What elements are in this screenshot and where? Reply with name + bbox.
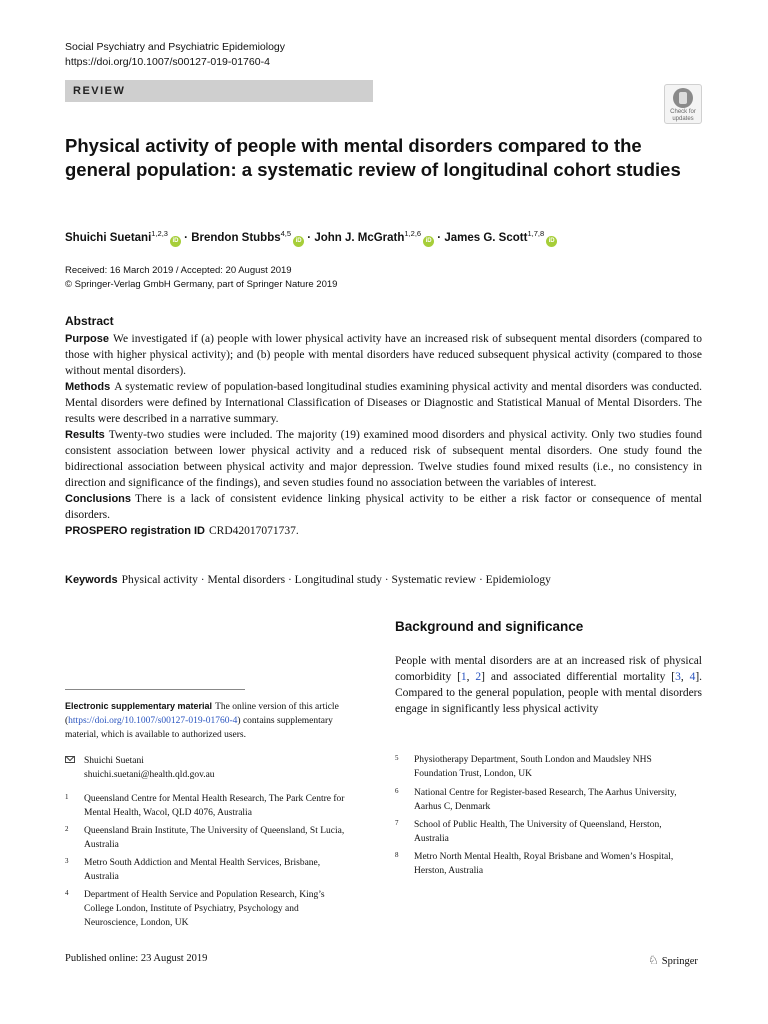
author-name: Brendon Stubbs: [191, 231, 281, 244]
check-for-updates-badge[interactable]: [664, 84, 702, 124]
author-affiliation: 1,2,3: [151, 229, 168, 238]
abstract-text: CRD42017071737.: [208, 525, 299, 537]
orcid-icon[interactable]: iD: [546, 236, 557, 247]
affiliation-5: [395, 753, 695, 783]
abstract-text: A systematic review of population-based longitudinal studies examining physical activity and mental disorders was conducted. Mental disorders were defined by International Classification of Diseases or Diagnostic and Statistical Manual of Mental Disorders. The results were described in a narrative summary.: [65, 381, 702, 425]
abstract-heading: Abstract: [65, 314, 114, 328]
crossmark-icon: [673, 88, 693, 108]
footnote-divider: [65, 689, 245, 690]
author-list: [65, 226, 705, 247]
abstract-text: Twenty-two studies were included. The majority (19) examined mood disorders and physical activity. Only two studies found consistent association between lower physical activity and a reduced risk of subsequent mental disorders. One study found the bidirectional association between physical activity and major depression. Twelve studies found mixed results (i.e., no consistency in direction and significance of the findings), and seven studies found no association between the variables of interest.: [65, 429, 702, 489]
received-accepted: Received: 16 March 2019 / Accepted: 20 August 2019: [65, 265, 292, 276]
author-name: Shuichi Suetani: [65, 231, 152, 244]
affiliation-text: School of Public Health, The University of Queensland, Herston, Australia: [414, 820, 662, 844]
keywords-label: Keywords: [65, 574, 118, 586]
published-date: Published online: 23 August 2019: [65, 953, 208, 964]
abstract-methods: [65, 379, 702, 427]
supplementary-material-note: [65, 699, 355, 742]
esm-link[interactable]: https://doi.org/10.1007/s00127-019-01760-4: [68, 716, 238, 726]
correspondence-details: [84, 754, 215, 782]
background-text: ,: [680, 671, 690, 683]
affiliation-number: 6: [395, 787, 399, 795]
abstract-body: [65, 331, 702, 539]
article-title: Physical activity of people with mental disorders compared to the general population: a systematic review of longitudinal cohort studies: [65, 135, 681, 180]
author-2[interactable]: [191, 229, 304, 244]
citation-link[interactable]: 4: [689, 671, 696, 683]
affiliation-number: 3: [65, 857, 69, 865]
author-affiliation: 1,7,8: [527, 229, 545, 238]
keywords: [65, 572, 702, 588]
correspondence-email[interactable]: shuichi.suetani@health.qld.gov.au: [84, 770, 215, 780]
affiliation-2: [65, 824, 355, 854]
affiliation-number: 8: [395, 851, 399, 859]
doi-link[interactable]: https://doi.org/10.1007/s00127-019-01760-4: [65, 56, 270, 68]
abstract-label: Purpose: [65, 333, 110, 345]
affiliation-7: [395, 818, 695, 848]
orcid-icon[interactable]: iD: [423, 236, 434, 247]
author-affiliation: 1,2,6: [404, 229, 422, 238]
abstract-text: There is a lack of consistent evidence linking physical activity to be either a risk factor or consequence of mental disorders.: [65, 493, 702, 521]
abstract-prospero: [65, 523, 702, 539]
affiliation-number: 5: [395, 754, 399, 762]
publisher-logo: [648, 953, 698, 968]
affiliation-number: 2: [65, 825, 69, 833]
keywords-list: Physical activity · Mental disorders · Longitudinal study · Systematic review · Epidemiology: [121, 574, 551, 586]
publication-dates: [65, 264, 337, 292]
affiliation-text: Department of Health Service and Population Research, King’s College London, Institute of Psychiatry, Psychology and Neuroscience, London, UK: [84, 890, 325, 928]
background-heading: Background and significance: [395, 619, 584, 634]
correspondence: [65, 754, 355, 784]
citation-link[interactable]: 1: [460, 671, 467, 683]
author-name: James G. Scott: [444, 231, 528, 244]
affiliation-text: National Centre for Register-based Research, The Aarhus University, Aarhus C, Denmark: [414, 788, 677, 812]
esm-text: ) contains supplementary material, which is available to authorized users.: [65, 716, 333, 740]
affiliation-4: [65, 888, 355, 932]
affiliation-number: 7: [395, 819, 399, 827]
affiliation-8: [395, 850, 695, 880]
journal-name: Social Psychiatry and Psychiatric Epidemiology: [65, 41, 286, 53]
correspondence-name: Shuichi Suetani: [84, 756, 144, 766]
affiliation-number: 4: [65, 889, 69, 897]
author-3[interactable]: [314, 229, 434, 244]
affiliation-text: Queensland Centre for Mental Health Research, The Park Centre for Mental Health, Wacol, QLD 4076, Australia: [84, 794, 345, 818]
author-1[interactable]: [65, 229, 181, 244]
author-separator: ·: [434, 231, 445, 244]
envelope-icon: [65, 756, 75, 763]
author-separator: ·: [180, 231, 192, 244]
publisher-name: Springer: [661, 956, 698, 967]
section-label: REVIEW: [65, 80, 373, 102]
copyright: © Springer-Verlag GmbH Germany, part of Springer Nature 2019: [65, 279, 338, 290]
esm-label: Electronic supplementary material: [65, 701, 213, 711]
abstract-purpose: [65, 331, 702, 379]
orcid-icon[interactable]: iD: [170, 236, 181, 247]
author-separator: ·: [304, 231, 315, 244]
citation-link[interactable]: 2: [475, 671, 482, 683]
esm-text: The online version of this article (: [65, 702, 339, 726]
abstract-label: Methods: [65, 381, 111, 393]
abstract-label: PROSPERO registration ID: [65, 525, 205, 537]
abstract-results: [65, 427, 702, 491]
check-updates-line1: Check for: [670, 109, 696, 115]
orcid-icon[interactable]: iD: [293, 236, 304, 247]
background-text: ]. Compared to the general population, people with mental disorders engage in significantly less physical activity: [395, 671, 703, 715]
affiliation-text: Physiotherapy Department, South London and Maudsley NHS Foundation Trust, London, UK: [414, 755, 652, 779]
author-name: John J. McGrath: [314, 231, 405, 244]
journal-header: [65, 40, 285, 70]
affiliation-number: 1: [65, 793, 69, 801]
author-affiliation: 4,5: [280, 229, 292, 238]
affiliation-6: [395, 786, 695, 816]
background-paragraph: [395, 653, 702, 717]
author-4[interactable]: [444, 229, 557, 244]
abstract-label: Conclusions: [65, 493, 132, 505]
citation-link[interactable]: 3: [675, 671, 681, 683]
abstract-text: We investigated if (a) people with lower physical activity have an increased risk of subsequent mental disorders (compared to those with higher physical activity); and (b) people with mental disorders have reduced subsequent physical activity (compared to those without mental disorders).: [65, 333, 702, 377]
affiliation-1: [65, 792, 355, 822]
background-text: People with mental disorders are at an increased risk of physical comorbidity [: [395, 655, 702, 683]
background-text: ] and associated differential mortality [: [481, 671, 676, 683]
springer-horse-icon: ♘: [648, 953, 659, 967]
abstract-conclusions: [65, 491, 702, 523]
affiliation-3: [65, 856, 355, 886]
abstract-label: Results: [65, 429, 105, 441]
affiliation-text: Metro North Mental Health, Royal Brisbane and Women’s Hospital, Herston, Australia: [414, 852, 674, 876]
check-updates-line2: updates: [672, 116, 694, 122]
affiliation-text: Queensland Brain Institute, The University of Queensland, St Lucia, Australia: [84, 826, 345, 850]
background-text: ,: [466, 671, 476, 683]
affiliation-text: Metro South Addiction and Mental Health Services, Brisbane, Australia: [84, 858, 321, 882]
